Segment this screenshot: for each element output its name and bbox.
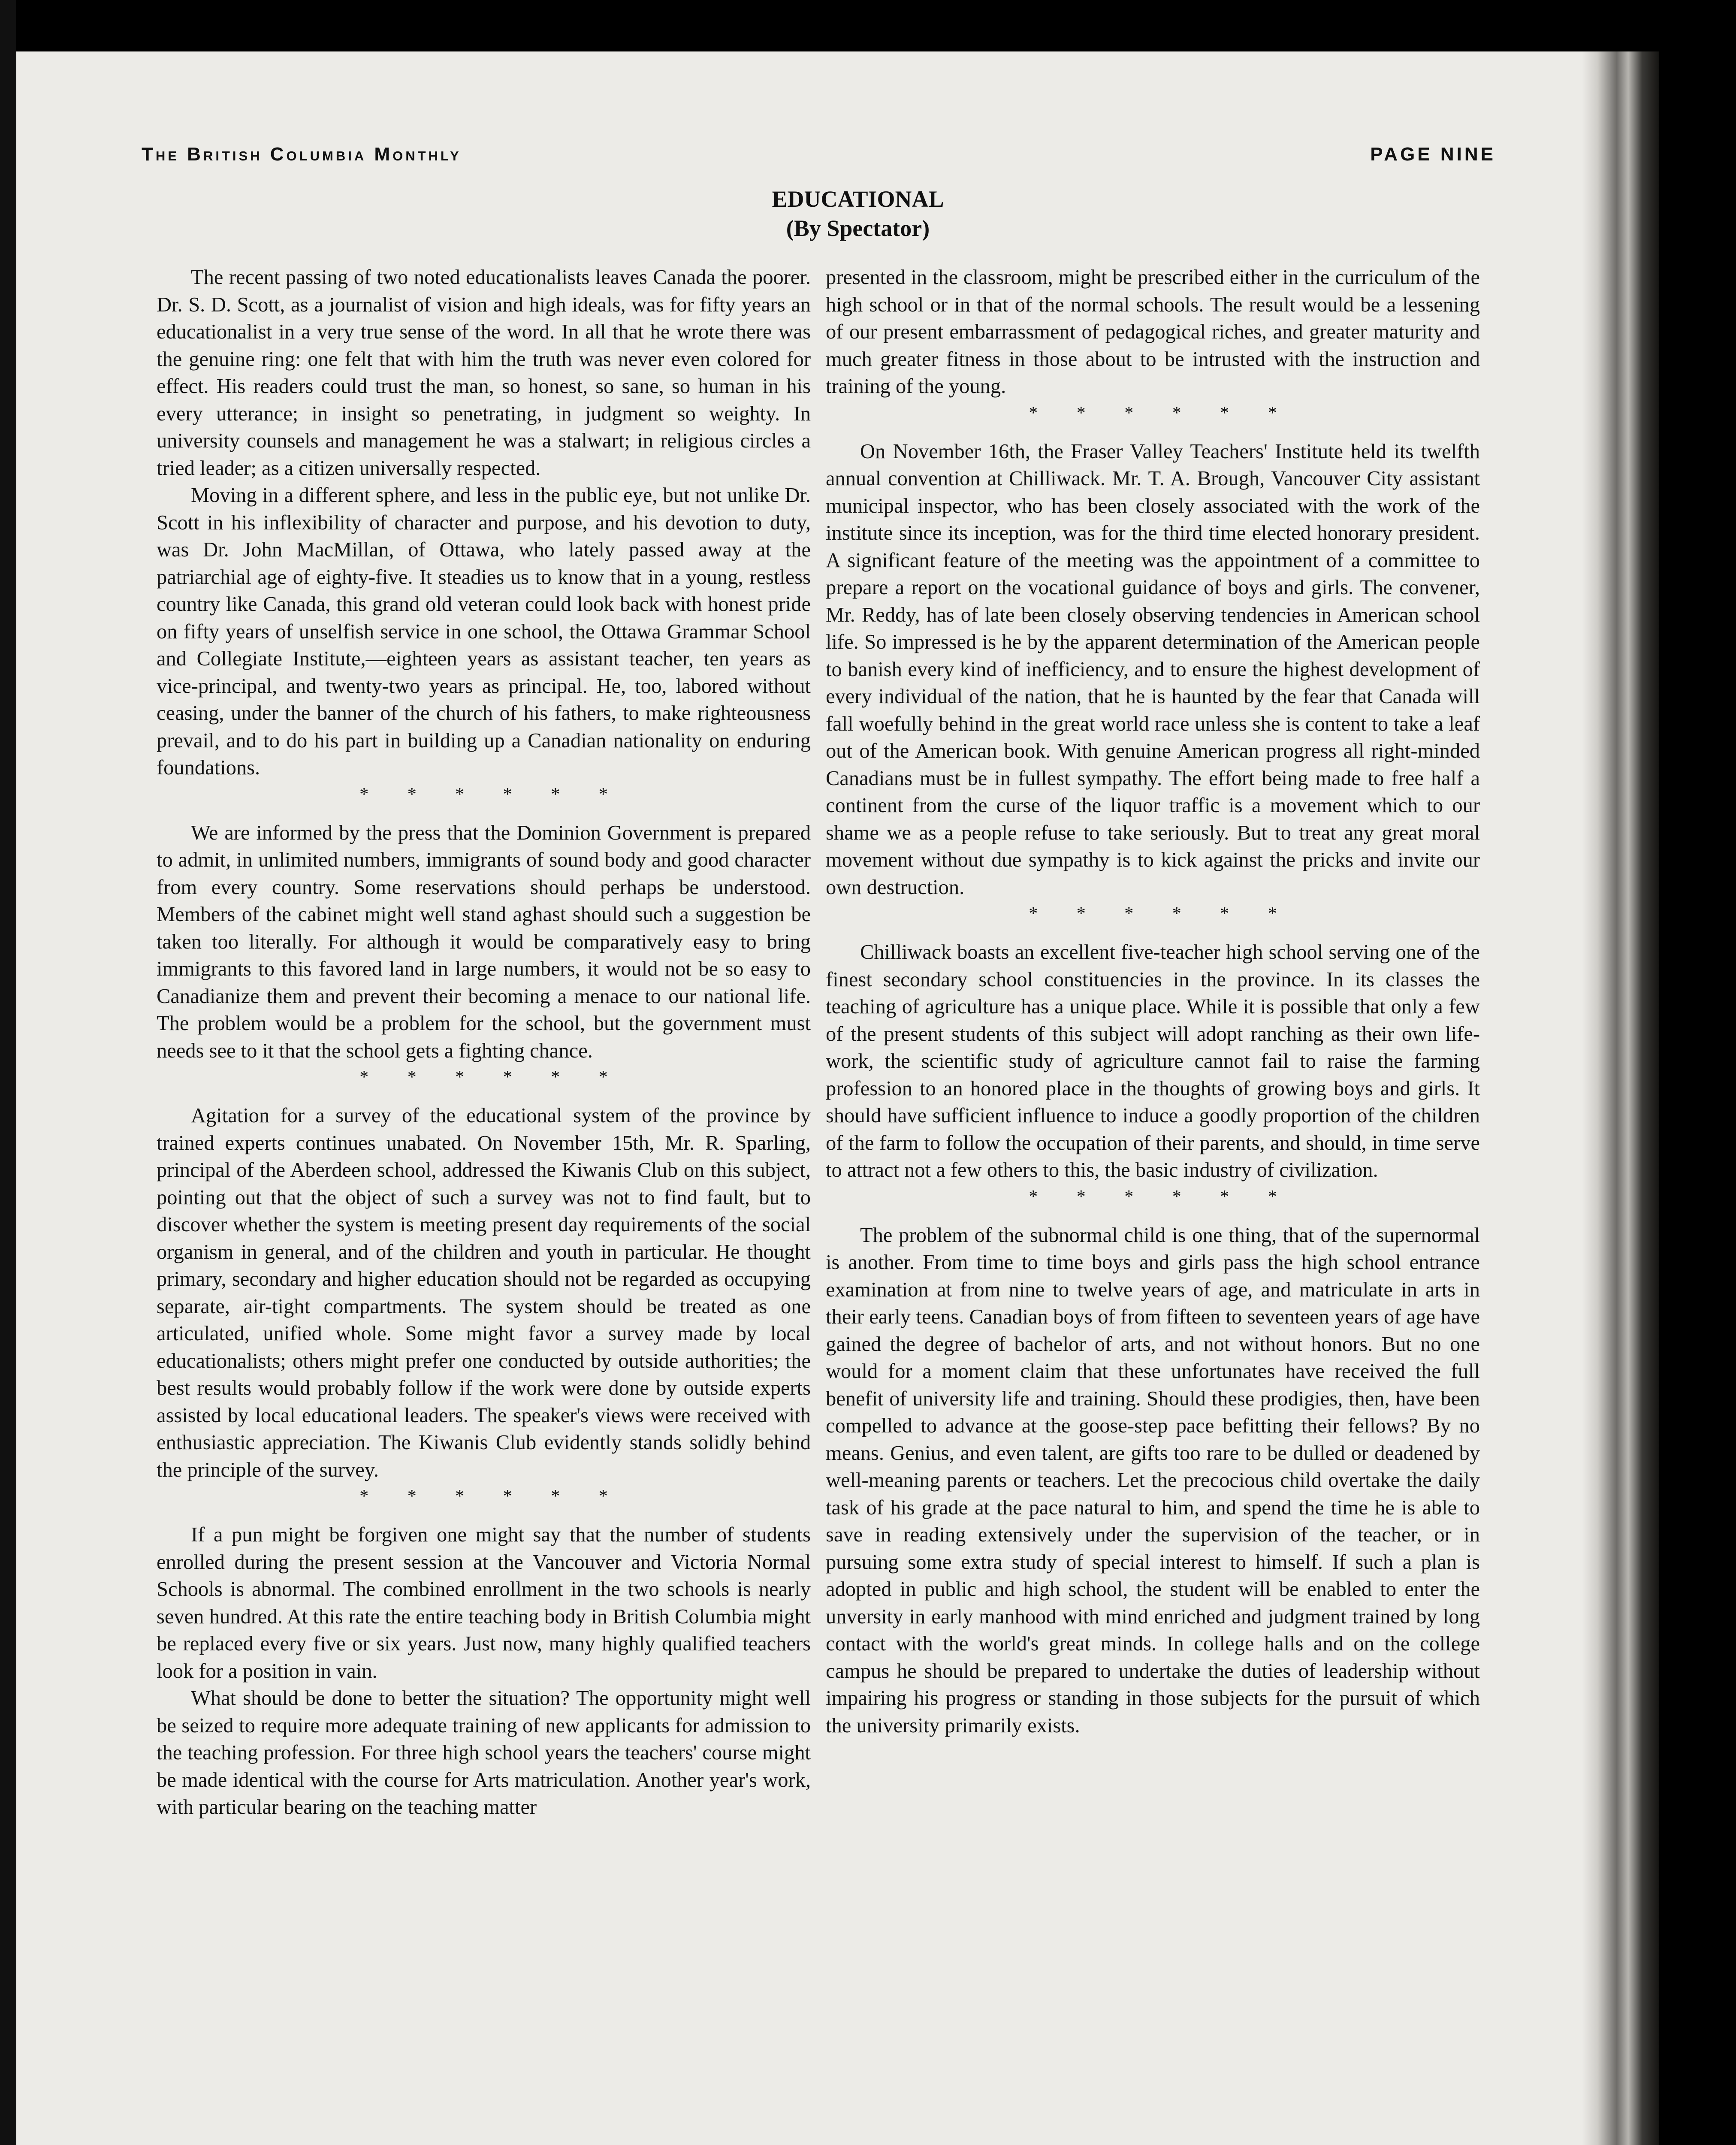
section-divider: * * * * * * [359,784,625,804]
article-title: EDUCATIONAL [772,186,944,212]
paragraph-immigration: We are informed by the press that the Dominion Government is prepared to admit, in unlimited numbers, immigrants of sound body and good character from every country. Some reservations should perhaps be understood. Members of the cabinet might well stand aghast should such a suggestion be taken too literally. For although it would be comparatively easy to bring immigrants to this favored land in large numbers, it would not be so easy to Canadianize them and prevent their becoming a menace to our national life. The problem would be a problem for the school, but the government must needs see to it that the school gets a fighting chance. [157,821,811,1062]
article-title-block [601,184,1115,243]
paragraph-supernormal: The problem of the subnormal child is one thing, that of the supernormal is another. From time to time boys and girls pass the high school entrance examination at from nine to twelve years of age, and matriculate in arts in their early teens. Canadian boys of from fifteen to seventeen years of age have gained the degree of bachelor of arts, and not without honors. But no one would for a moment claim that these unfortunates have received the full benefit of university life and training. Should these prodigies, then, have been compelled to advance at the goose-step pace befitting their fellows? By no means. Genius, and even talent, are gifts too rare to be dulled or deadened by well-meaning parents or teachers. Let the precocious child overtake the daily task of his grade at the pace natural to him, and spend the time he is able to save in reading extensively under the supervision of the teacher, or in pursuing some extra study of special interest to himself. If such a plan is adopted in public and high school, the student will be enabled to enter the unversity in early manhood with mind enriched and judgment trained by long contact with the world's great minds. In college halls and on the college campus he should be prepared to undertake the duties of leadership without impairing his progress or standing in those subjects for the pursuit of which the university primarily exists. [826,1224,1480,1737]
paragraph-fraser-valley: On November 16th, the Fraser Valley Teachers' Institute held its twelfth annual convention at Chilliwack. Mr. T. A. Brough, Vancouver City assistant municipal inspector, who has been closely associated with the work of the institute since its inception, was for the third time elected honorary president. A significant feature of the meeting was the appointment of a committee to prepare a report on the vocational guidance of boys and girls. The convener, Mr. Reddy, has of late been closely observing tendencies in American school life. So impressed is he by the apparent determination of the American people to banish every kind of inefficiency, and to ensure the highest development of every individual of the nation, that he is haunted by the fear that Canada will fall woefully behind in the great world race unless she is content to take a leaf out of the American book. With genuine American progress all right-minded Canadians must be in fullest sympathy. The effort being made to free half a continent from the curse of the liquor traffic is a movement which to our shame we as a people refuse to take seriously. But to treat any great moral movement without due sympathy is to kick against the pricks and invite our own destruction. [826,440,1480,899]
section-divider: * * * * * * [1029,904,1294,924]
scan-border [0,0,16,2145]
paragraph-chilliwack: Chilliwack boasts an excellent five-teacher high school serving one of the finest secondary school constituencies in the province. In its classes the teaching of agriculture has a unique place. While it is possible that only a few of the present students of this subject will adopt ranching as their own life-work, the scientific study of agriculture cannot fail to raise the farming profession to an honored place in the thoughts of growing boys and girls. It should have sufficient influence to induce a goodly proportion of the children of the farm to follow the occupation of their parents, and should, in time serve to attract not a few others to this, the basic industry of civilization. [826,941,1480,1181]
book-binding-edge [1582,51,1659,2145]
running-header [142,144,1496,178]
left-column [157,264,811,1821]
article-byline: (By Spectator) [786,215,930,241]
paragraph-survey: Agitation for a survey of the educational system of the province by trained experts continues unabated. On November 15th, Mr. R. Sparling, principal of the Aberdeen school, addressed the Kiwanis Club on this subject, pointing out that the object of such a survey was not to find fault, but to discover whether the system is meeting present day requirements of the social organism in general, and of the children and youth in particular. He thought primary, secondary and higher education should not be regarded as occupying separate, air-tight compartments. The system should be treated as one articulated, unified whole. Some might favor a survey made by local educationalists; others might prefer one conducted by outside authorities; the best results would probably follow if the work were done by outside experts assisted by local educational leaders. The speaker's views were received with enthusiastic appreciation. The Kiwanis Club evidently stands solidly behind the principle of the survey. [157,1104,811,1481]
paragraph-situation: What should be done to better the situation? The opportunity might well be seized to require more adequate training of new applicants for admission to the teaching profession. For three high school years the teachers' course might be made identical with the course for Arts matriculation. Another year's work, with particular bearing on the teaching matter [157,1687,811,1819]
paragraph-continued: presented in the classroom, might be prescribed either in the curriculum of the high school or in that of the normal schools. The result would be a lessening of our present embarrassment of pedagogical riches, and greater maturity and much greater fitness in those about to be intrusted with the instruction and training of the young. [826,266,1480,398]
section-divider: * * * * * * [359,1486,625,1506]
section-divider: * * * * * * [1029,403,1294,423]
paragraph-normal-schools: If a pun might be forgiven one might say that the number of students enrolled during the present session at the Vancouver and Victoria Normal Schools is abnormal. The combined enrollment in the two schools is nearly seven hundred. At this rate the entire teaching body in British Columbia might be replaced every five or six years. Just now, many highly qualified teachers look for a position in vain. [157,1523,811,1683]
section-divider: * * * * * * [359,1067,625,1087]
right-column [826,264,1480,1739]
paragraph-scott: The recent passing of two noted educationalists leaves Canada the poorer. Dr. S. D. Scott, as a journalist of vision and high ideals, was for fifty years an educationalist in a very true sense of the word. In all that he wrote there was the genuine ring: one felt that with him the truth was never even colored for effect. His readers could trust the man, so honest, so sane, so human in his every utterance; in insight so penetrating, in judgment so weighty. In university counsels and management he was a stalwart; in religious circles a tried leader; as a citizen universally respected. [157,266,811,480]
publication-name: The British Columbia Monthly [142,144,462,165]
page-number: PAGE NINE [1370,144,1496,165]
section-divider: * * * * * * [1029,1187,1294,1207]
paragraph-macmillan: Moving in a different sphere, and less in the public eye, but not unlike Dr. Scott in his inflexibility of character and purpose, and his devotion to duty, was Dr. John MacMillan, of Ottawa, who lately passed away at the patriarchial age of eighty-five. It steadies us to know that in a young, restless country like Canada, this grand old veteran could look back with honest pride on fifty years of unselfish service in one school, the Ottawa Grammar School and Collegiate Institute,—eighteen years as assistant teacher, ten years as vice-principal, and twenty-two years as principal. He, too, labored without ceasing, under the banner of the church of his fathers, to make righteousness prevail, and to do his part in building up a Canadian nationality on enduring foundations. [157,484,811,779]
